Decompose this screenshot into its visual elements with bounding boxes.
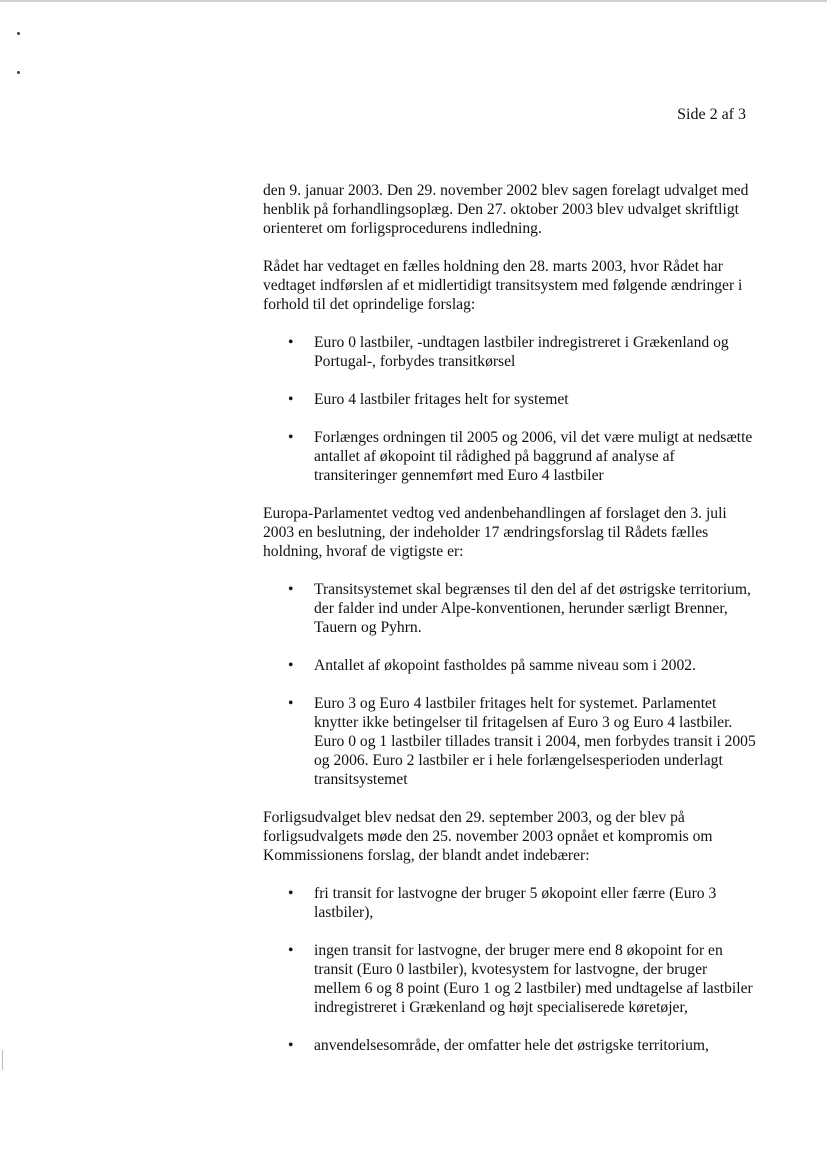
list-item xyxy=(263,884,757,922)
paragraph: Forligsudvalget blev nedsat den 29. september 2003, og der blev på forligsudvalgets møde den 25. november 2003 opnået et kompromis om Kommissionens forslag, der blandt andet indebærer: xyxy=(263,809,713,864)
bullet-icon: • xyxy=(288,695,294,712)
paragraph: Europa-Parlamentet vedtog ved andenbehandlingen af forslaget den 3. juli 2003 en beslutning, der indeholder 17 ændringsforslag til Rådets fælles holdning, hvoraf de vigtigste er: xyxy=(263,505,727,560)
bullet-icon: • xyxy=(288,391,294,408)
scan-speck xyxy=(17,71,20,74)
bullet-icon: • xyxy=(288,942,294,959)
list-item xyxy=(263,941,757,1017)
bullet-icon: • xyxy=(288,429,294,446)
bullet-list xyxy=(263,580,757,789)
page-number: Side 2 af 3 xyxy=(677,106,746,123)
bullet-list xyxy=(263,333,757,485)
list-item-text: ingen transit for lastvogne, der bruger mere end 8 økopoint for en transit (Euro 0 lastbiler), kvotesystem for lastvogne, der bruger mellem 6 og 8 point (Euro 1 og 2 lastbiler) med undtagelse af lastbiler indregistreret i Grækenland og højt specialiserede køretøjer, xyxy=(314,942,753,1016)
bullet-icon: • xyxy=(288,657,294,674)
list-item-text: Antallet af økopoint fastholdes på samme niveau som i 2002. xyxy=(314,657,696,674)
scan-top-edge xyxy=(0,0,827,2)
list-item xyxy=(263,656,757,675)
paragraph: den 9. januar 2003. Den 29. november 2002 blev sagen forelagt udvalget med henblik på forhandlingsoplæg. Den 27. oktober 2003 blev udvalget skriftligt orienteret om forligsprocedurens indledning. xyxy=(263,182,749,237)
scan-margin-mark xyxy=(2,1050,3,1070)
list-item-text: Euro 4 lastbiler fritages helt for systemet xyxy=(314,391,569,408)
list-item xyxy=(263,580,757,637)
bullet-icon: • xyxy=(288,885,294,902)
list-item xyxy=(263,428,757,485)
paragraph: Rådet har vedtaget en fælles holdning den 28. marts 2003, hvor Rådet har vedtaget indførslen af et midlertidigt transitsystem med følgende ændringer i forhold til det oprindelige forslag: xyxy=(263,258,743,313)
list-item-text: Euro 3 og Euro 4 lastbiler fritages helt for systemet. Parlamentet knytter ikke betingelser til fritagelsen af Euro 3 og Euro 4 lastbiler. Euro 0 og 1 lastbiler tillades transit i 2004, men forbydes transit i 2005 og 2006. Euro 2 lastbiler er i hele forlængelsesperioden underlagt transitsystemet xyxy=(314,695,756,788)
list-item-text: Forlænges ordningen til 2005 og 2006, vil det være muligt at nedsætte antallet af økopoint til rådighed på baggrund af analyse af transiteringer gennemført med Euro 4 lastbiler xyxy=(314,429,753,484)
list-item xyxy=(263,694,757,789)
list-item xyxy=(263,1036,757,1055)
scan-speck xyxy=(17,32,20,35)
list-item-text: Euro 0 lastbiler, -undtagen lastbiler indregistreret i Grækenland og Portugal-, forbydes transitkørsel xyxy=(314,334,729,370)
list-item-text: anvendelsesområde, der omfatter hele det østrigske territorium, xyxy=(314,1037,709,1054)
bullet-icon: • xyxy=(288,1037,294,1054)
bullet-icon: • xyxy=(288,581,294,598)
list-item-text: Transitsystemet skal begrænses til den del af det østrigske territorium, der falder ind under Alpe-konventionen, herunder særligt Brenner, Tauern og Pyhrn. xyxy=(314,581,751,636)
list-item-text: fri transit for lastvogne der bruger 5 økopoint eller færre (Euro 3 lastbiler), xyxy=(314,885,717,921)
bullet-icon: • xyxy=(288,334,294,351)
list-item xyxy=(263,333,757,371)
document-body xyxy=(263,181,757,1074)
list-item xyxy=(263,390,757,409)
bullet-list xyxy=(263,884,757,1055)
